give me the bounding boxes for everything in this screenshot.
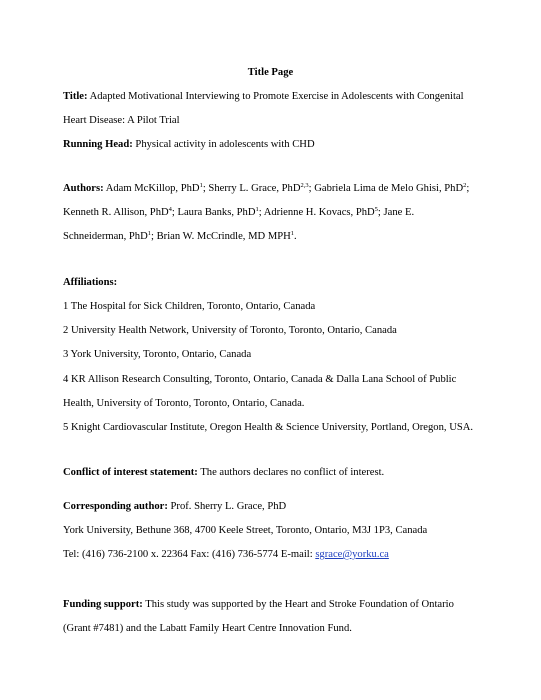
- running-head-label: Running Head:: [63, 139, 133, 150]
- affiliation-item: 3 York University, Toronto, Ontario, Canada: [63, 349, 252, 360]
- corresponding-address: York University, Bethune 368, 4700 Keele Street, Toronto, Ontario, M3J 1P3, Canada: [63, 525, 428, 536]
- conflict-label: Conflict of interest statement:: [63, 467, 198, 478]
- affiliation-superscript: 2: [463, 182, 467, 189]
- author: Adrienne H. Kovacs, PhD: [263, 207, 375, 218]
- author: Schneiderman, PhD: [63, 231, 148, 242]
- running-head: [63, 138, 315, 151]
- corresponding-contact: [63, 548, 389, 561]
- authors-label: Authors:: [63, 183, 104, 194]
- separator: ;: [308, 183, 315, 194]
- affiliation-item: 5 Knight Cardiovascular Institute, Oregon Health & Science University, Portland, Oregon, USA.: [63, 422, 474, 433]
- authors-line-1: [63, 182, 469, 195]
- author: Laura Banks, PhD: [177, 207, 256, 218]
- title-line-1: [63, 90, 464, 103]
- separator: ;: [466, 183, 470, 194]
- affiliation-item: Health, University of Toronto, Toronto, Ontario, Canada.: [63, 398, 305, 409]
- heading-text: Affiliations:: [63, 277, 118, 288]
- authors-line-2: [63, 206, 414, 219]
- funding-text-1: This study was supported by the Heart and Stroke Foundation of Ontario: [145, 599, 454, 610]
- author: Gabriela Lima de Melo Ghisi, PhD: [314, 183, 464, 194]
- affiliation-superscript: 5: [374, 206, 378, 213]
- separator: ;: [377, 207, 384, 218]
- author: Adam McKillop, PhD: [105, 183, 200, 194]
- affiliation-item: 1 The Hospital for Sick Children, Toronto, Ontario, Canada: [63, 301, 316, 312]
- author: Brian W. McCrindle, MD MPH: [156, 231, 291, 242]
- separator: ;: [202, 183, 209, 194]
- affiliation-superscript: 1: [290, 230, 295, 237]
- page-title: [0, 66, 541, 79]
- separator: ;: [171, 207, 178, 218]
- title-label: Title:: [63, 91, 88, 102]
- affiliations-heading: [63, 276, 117, 289]
- corresponding-name: Prof. Sherry L. Grace, PhD: [170, 501, 287, 512]
- separator: .: [294, 231, 297, 242]
- contact-details: Tel: (416) 736-2100 x. 22364 Fax: (416) 736-5774 E-mail:: [63, 549, 313, 560]
- affiliation-item: 2 University Health Network, University of Toronto, Toronto, Ontario, Canada: [63, 325, 397, 336]
- conflict-statement: [63, 466, 384, 479]
- affiliation-superscript: 1: [147, 230, 151, 237]
- author: Kenneth R. Allison, PhD: [63, 207, 169, 218]
- corresponding-label: Corresponding author:: [63, 501, 168, 512]
- affiliation-superscript: 1: [199, 182, 203, 189]
- running-head-text: Physical activity in adolescents with CHD: [135, 139, 315, 150]
- affiliation-superscript: 2,3: [300, 182, 309, 189]
- title-text-1: Adapted Motivational Interviewing to Promote Exercise in Adolescents with Congenital: [89, 91, 464, 102]
- funding-line-1: [63, 598, 454, 611]
- affiliation-superscript: 4: [168, 206, 172, 213]
- author: Jane E.: [383, 207, 415, 218]
- separator: ;: [151, 231, 157, 242]
- separator: ;: [258, 207, 264, 218]
- corresponding-author: [63, 500, 286, 513]
- conflict-text: The authors declares no conflict of interest.: [200, 467, 385, 478]
- title-line-2: Heart Disease: A Pilot Trial: [63, 115, 180, 126]
- email-link[interactable]: sgrace@yorku.ca: [315, 549, 389, 560]
- affiliation-item: 4 KR Allison Research Consulting, Toronto, Ontario, Canada & Dalla Lana School of Public: [63, 374, 457, 385]
- affiliation-superscript: 1: [255, 206, 259, 213]
- author: Sherry L. Grace, PhD: [208, 183, 301, 194]
- funding-line-2: (Grant #7481) and the Labatt Family Heart Centre Innovation Fund.: [63, 623, 352, 634]
- funding-label: Funding support:: [63, 599, 143, 610]
- heading-text: Title Page: [247, 67, 294, 78]
- authors-line-3: [63, 230, 297, 243]
